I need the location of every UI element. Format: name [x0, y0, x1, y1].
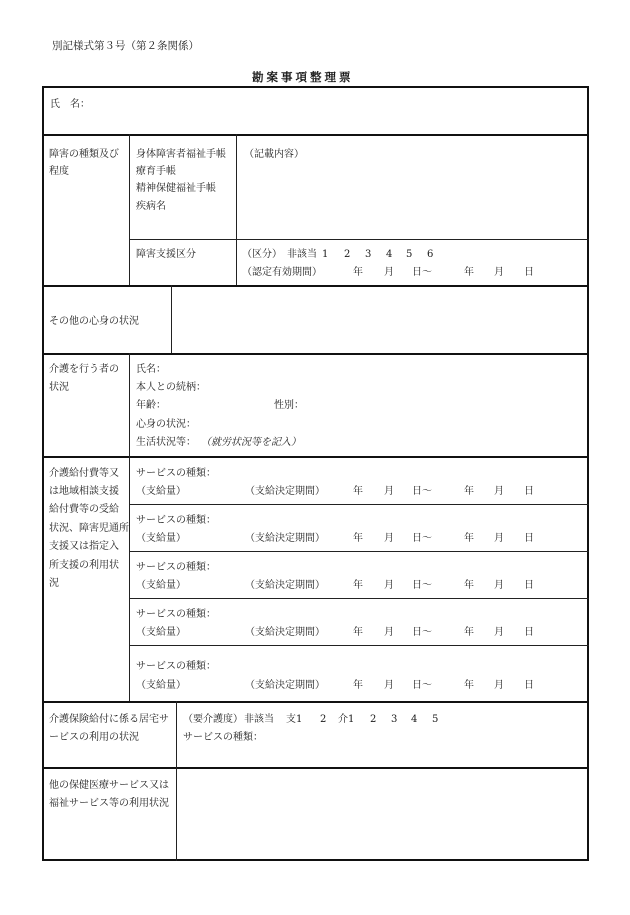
disability-type-item: 疾病名: [136, 201, 166, 212]
caregiver-label: 状況: [49, 382, 69, 393]
date-unit: 日: [524, 533, 534, 544]
service-type: サービスの種類：: [136, 468, 216, 479]
service-period: （支給決定期間）: [245, 627, 325, 638]
date-unit: 日～: [412, 486, 432, 497]
date-unit: 年: [353, 533, 363, 544]
benefit-usage-label: 給付費等の受給: [49, 504, 119, 515]
name-label: 氏 名：: [50, 99, 90, 110]
date-unit: 日: [524, 680, 534, 691]
content-label: （記載内容）: [244, 149, 304, 160]
date-unit: 日～: [412, 580, 432, 591]
benefit-usage-label: 介護給付費等又: [49, 468, 119, 479]
divider: [42, 456, 589, 458]
caregiver-label: 介護を行う者の: [49, 364, 119, 375]
date-unit: 日: [524, 627, 534, 638]
divider: [129, 551, 589, 552]
disability-type-item: 身体障害者福祉手帳: [136, 149, 226, 160]
category-na: 非該当: [287, 249, 317, 260]
divider: [129, 645, 589, 646]
divider: [129, 353, 130, 456]
divider: [42, 134, 589, 136]
service-amount: （支給量）: [136, 580, 186, 591]
care-level-num: 4: [411, 714, 418, 725]
other-mind-body-label: その他の心身の状況: [49, 316, 139, 327]
date-unit: 年: [464, 627, 474, 638]
service-amount: （支給量）: [136, 627, 186, 638]
divider: [42, 353, 589, 355]
caregiver-relation: 本人との続柄：: [136, 382, 206, 393]
date-unit: 月: [384, 627, 394, 638]
benefit-usage-label: は地域相談支援: [49, 486, 119, 497]
service-type: サービスの種類：: [136, 562, 216, 573]
divider: [171, 285, 172, 353]
service-amount: （支給量）: [136, 533, 186, 544]
divider: [129, 239, 589, 240]
caregiver-name: 氏名：: [136, 364, 166, 375]
divider: [129, 598, 589, 599]
date-unit: 日～: [412, 267, 432, 278]
benefit-usage-label: 所支援の利用状: [49, 560, 119, 571]
category-num: 4: [386, 249, 393, 260]
date-unit: 年: [464, 267, 474, 278]
care-level-prefix: （要介護度）: [183, 714, 243, 725]
date-unit: 年: [353, 267, 363, 278]
date-unit: 年: [353, 486, 363, 497]
divider: [42, 767, 589, 769]
care-level-num: 3: [391, 714, 398, 725]
date-unit: 月: [384, 680, 394, 691]
category-num: 1: [322, 249, 329, 260]
care-service-type: サービスの種類：: [183, 732, 263, 743]
disability-label: 障害の種類及び: [49, 149, 119, 160]
date-unit: 年: [353, 680, 363, 691]
divider: [176, 767, 177, 861]
date-unit: 日: [524, 486, 534, 497]
date-unit: 年: [353, 580, 363, 591]
caregiver-condition: 心身の状況：: [136, 419, 196, 430]
date-unit: 年: [464, 486, 474, 497]
date-unit: 月: [494, 533, 504, 544]
page-title: 勘案事項整理票: [252, 70, 354, 84]
divider: [236, 134, 237, 285]
service-period: （支給決定期間）: [245, 680, 325, 691]
care-level-na: 非該当: [244, 714, 274, 725]
validity-label: （認定有効期間）: [242, 267, 322, 278]
service-period: （支給決定期間）: [245, 533, 325, 544]
divider: [129, 456, 130, 701]
service-type: サービスの種類：: [136, 515, 216, 526]
divider: [129, 134, 130, 285]
care-insurance-label: ービスの利用の状況: [49, 732, 139, 743]
date-unit: 月: [384, 533, 394, 544]
service-period: （支給決定期間）: [245, 580, 325, 591]
care-level-care: 介1: [338, 714, 355, 725]
form-table: [42, 86, 589, 861]
benefit-usage-label: 状況、障害児通所: [49, 523, 129, 534]
care-level-support: 支1: [286, 714, 303, 725]
date-unit: 日: [524, 267, 534, 278]
divider: [129, 504, 589, 505]
service-amount: （支給量）: [136, 680, 186, 691]
care-insurance-label: 介護保険給付に係る居宅サ: [49, 714, 169, 725]
date-unit: 月: [494, 680, 504, 691]
caregiver-living: 生活状況等：: [136, 437, 196, 448]
date-unit: 年: [464, 580, 474, 591]
divider: [176, 701, 177, 767]
support-category-label: 障害支援区分: [136, 249, 196, 260]
caregiver-sex: 性別：: [274, 400, 304, 411]
care-level-num: 5: [432, 714, 439, 725]
disability-type-item: 療育手帳: [136, 166, 176, 177]
date-unit: 月: [494, 267, 504, 278]
caregiver-living-note: （就労状況等を記入）: [201, 437, 301, 448]
date-unit: 日: [524, 580, 534, 591]
category-num: 2: [344, 249, 351, 260]
category-num: 6: [427, 249, 434, 260]
category-num: 3: [365, 249, 372, 260]
benefit-usage-label: 支援又は指定入: [49, 541, 119, 552]
date-unit: 日～: [412, 680, 432, 691]
date-unit: 月: [384, 486, 394, 497]
date-unit: 月: [494, 486, 504, 497]
disability-type-item: 精神保健福祉手帳: [136, 183, 216, 194]
form-number: 別記様式第３号（第２条関係）: [52, 40, 199, 52]
divider: [42, 701, 589, 703]
service-type: サービスの種類：: [136, 661, 216, 672]
service-period: （支給決定期間）: [245, 486, 325, 497]
date-unit: 日～: [412, 533, 432, 544]
date-unit: 月: [494, 580, 504, 591]
care-level-num: 2: [320, 714, 327, 725]
date-unit: 月: [384, 267, 394, 278]
date-unit: 年: [464, 680, 474, 691]
date-unit: 月: [384, 580, 394, 591]
category-num: 5: [406, 249, 413, 260]
disability-label: 程度: [49, 166, 69, 177]
caregiver-age: 年齢：: [136, 400, 166, 411]
category-prefix: （区分）: [242, 249, 282, 260]
date-unit: 年: [353, 627, 363, 638]
divider: [42, 285, 589, 287]
benefit-usage-label: 況: [49, 578, 59, 589]
date-unit: 月: [494, 627, 504, 638]
service-type: サービスの種類：: [136, 609, 216, 620]
other-services-label: 他の保健医療サービス又は: [49, 780, 169, 791]
date-unit: 日～: [412, 627, 432, 638]
care-level-num: 2: [370, 714, 377, 725]
date-unit: 年: [464, 533, 474, 544]
other-services-label: 福祉サービス等の利用状況: [49, 798, 169, 809]
service-amount: （支給量）: [136, 486, 186, 497]
